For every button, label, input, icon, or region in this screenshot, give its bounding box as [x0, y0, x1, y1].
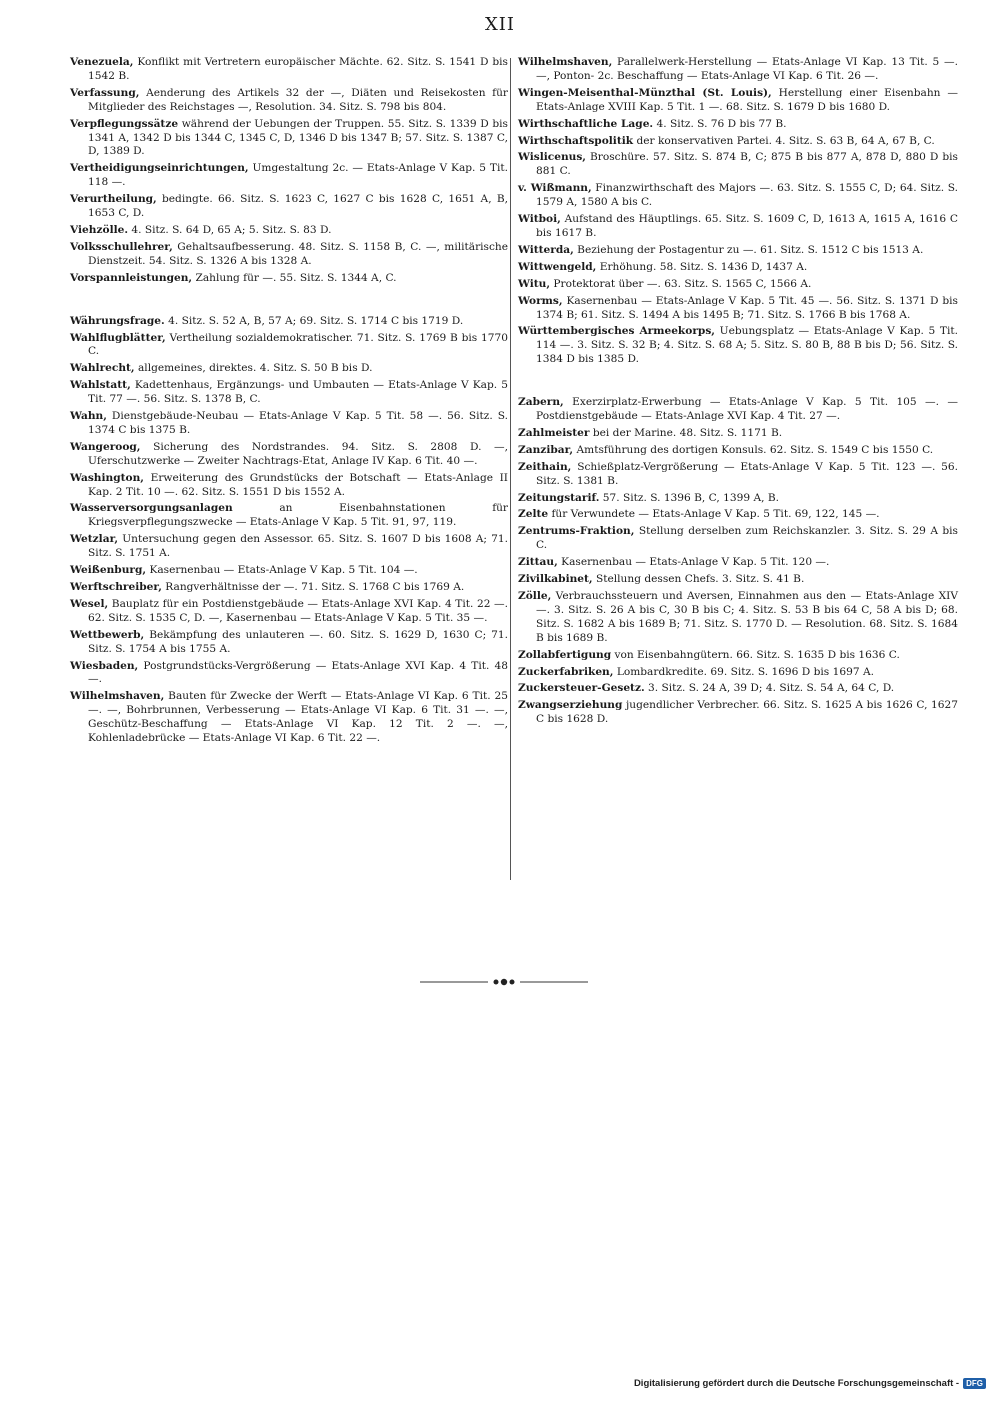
entry-references: 4. Sitz. S. 52 A, B, 57 A; 69. Sitz. S. 1714 C bis 1719 D. [164, 314, 464, 327]
entry-lemma: Zahlmeister [518, 426, 590, 439]
entry-lemma: Wahn, [70, 410, 107, 423]
entry-lemma: Werftschreiber, [70, 581, 162, 593]
dfg-logo: DFG [963, 1378, 986, 1389]
entry-references: Zahlung für —. 55. Sitz. S. 1344 A, C. [192, 271, 397, 284]
entry-lemma: Witboi, [518, 213, 561, 226]
entry-references: 3. Sitz. S. 24 A, 39 D; 4. Sitz. S. 54 A, 64 C, D. [644, 682, 895, 695]
entry-references: Schießplatz-Vergrößerung — Etats-Anlage V Kap. 5 Tit. 123 —. 56. Sitz. S. 1381 B. [536, 460, 958, 487]
entry-lemma: Wangeroog, [70, 440, 141, 453]
entry-lemma: Zollabfertigung [518, 648, 612, 661]
entry-references: 4. Sitz. S. 76 D bis 77 B. [653, 117, 787, 130]
footer-credit [634, 1378, 986, 1389]
index-entry [518, 556, 958, 570]
index-entry [70, 362, 508, 376]
entry-references: Amtsführung des dortigen Konsuls. 62. Sitz. S. 1549 C bis 1550 C. [573, 443, 934, 456]
entry-references: Sicherung des Nordstrandes. 94. Sitz. S. 2808 D. —, Uferschutzwerke — Zweiter Nachtrags-Etat, Anlage IV Kap. 6 Tit. 40 —. [88, 440, 508, 467]
entry-references: bedingte. 66. Sitz. S. 1623 C, 1627 C bis 1628 C, 1651 A, B, 1653 C, D. [88, 193, 508, 220]
entry-references: Erhöhung. 58. Sitz. S. 1436 D, 1437 A. [596, 260, 808, 273]
index-entry [70, 332, 508, 360]
index-entry [70, 472, 508, 500]
index-entry [70, 410, 508, 438]
index-entry [518, 682, 958, 696]
entry-lemma: Witu, [518, 277, 551, 290]
index-entry [518, 182, 958, 210]
entry-lemma: Wirthschaftspolitik [518, 134, 634, 147]
section-gap [518, 370, 958, 396]
index-entry [518, 649, 958, 663]
entry-lemma: Wesel, [70, 597, 109, 610]
entry-lemma: Zwangserziehung [518, 699, 623, 712]
entry-lemma: Zeitungstarif. [518, 491, 600, 504]
index-entry [70, 629, 508, 657]
index-entry [518, 56, 958, 84]
index-entry [518, 396, 958, 424]
index-entry [70, 272, 508, 286]
entry-references: Finanzwirthschaft des Majors —. 63. Sitz. S. 1555 C, D; 64. Sitz. S. 1579 A, 1580 A bis C. [536, 182, 958, 209]
entry-lemma: Zentrums-Fraktion, [518, 525, 635, 538]
entry-references: Kasernenbau — Etats-Anlage V Kap. 5 Tit. 45 —. 56. Sitz. S. 1371 D bis 1374 B; 61. Sitz. S. 1494 A bis 1495 B; 71. Sitz. S. 1766 B bis 1768 A. [536, 294, 958, 321]
entry-references: bei der Marine. 48. Sitz. S. 1171 B. [589, 426, 783, 439]
entry-lemma: Witterda, [518, 243, 574, 256]
entry-references: Exerzirplatz-Erwerbung — Etats-Anlage V Kap. 5 Tit. 105 —. — Postdienstgebäude — Etats-Anlage XVI Kap. 4 Tit. 27 —. [536, 396, 958, 423]
entry-references: Uebungsplatz — Etats-Anlage V Kap. 5 Tit. 114 —. 3. Sitz. S. 32 B; 4. Sitz. S. 68 A; 5. Sitz. S. 80 B, 88 B bis D; 56. Sitz. S. 1384 D bis 1385 D. [536, 325, 958, 366]
entry-references: für Verwundete — Etats-Anlage V Kap. 5 Tit. 69, 122, 145 —. [548, 508, 880, 521]
entry-references: Konflikt mit Vertretern europäischer Mächte. 62. Sitz. S. 1541 D bis 1542 B. [88, 56, 508, 82]
entry-lemma: Zittau, [518, 556, 558, 569]
entry-lemma: Volksschullehrer, [70, 240, 173, 253]
index-entry [70, 598, 508, 626]
entry-references: Kasernenbau — Etats-Anlage V Kap. 5 Tit. 104 —. [146, 564, 418, 577]
entry-lemma: v. Wißmann, [518, 182, 592, 195]
entry-references: jugendlicher Verbrecher. 66. Sitz. S. 1625 A bis 1626 C, 1627 C bis 1628 D. [536, 699, 958, 726]
entry-references: Untersuchung gegen den Assessor. 65. Sitz. S. 1607 D bis 1608 A; 71. Sitz. S. 1751 A. [88, 533, 508, 560]
index-entry [518, 666, 958, 680]
entry-lemma: Wiesbaden, [70, 659, 139, 672]
entry-lemma: Wasserversorgungsanlagen [70, 502, 233, 515]
index-entry [70, 56, 508, 84]
index-entry [70, 533, 508, 561]
index-entry [70, 118, 508, 160]
entry-lemma: Verpflegungssätze [70, 117, 179, 130]
entry-references: Kasernenbau — Etats-Anlage V Kap. 5 Tit. 120 —. [557, 556, 830, 569]
entry-lemma: Wislicenus, [518, 151, 586, 164]
entry-references: Gehaltsaufbesserung. 48. Sitz. S. 1158 B, C. —, militärische Dienstzeit. 54. Sitz. S. 1326 A bis 1328 A. [88, 240, 508, 267]
ornament-divider [420, 977, 588, 987]
index-entry [70, 193, 508, 221]
entry-lemma: Washington, [70, 471, 144, 484]
entry-lemma: Wahlstatt, [70, 379, 131, 392]
index-entry [518, 525, 958, 553]
index-column-left [70, 56, 508, 749]
section-gap [70, 289, 508, 315]
index-entry [518, 573, 958, 587]
entry-lemma: Währungsfrage. [70, 314, 165, 327]
index-entry [518, 244, 958, 258]
entry-references: Stellung dessen Chefs. 3. Sitz. S. 41 B. [592, 573, 805, 586]
entry-references: Protektorat über —. 63. Sitz. S. 1565 C, 1566 A. [550, 277, 812, 290]
index-entry [518, 427, 958, 441]
index-entry [70, 564, 508, 578]
entry-lemma: Zeithain, [518, 460, 572, 473]
entry-references: 4. Sitz. S. 64 D, 65 A; 5. Sitz. S. 83 D. [128, 223, 332, 236]
index-entry [70, 87, 508, 115]
entry-references: Verbrauchssteuern und Aversen, Einnahmen aus den — Etats-Anlage XIV —. 3. Sitz. S. 26 A bis C, 30 B bis C; 4. Sitz. S. 53 B bis 64 C, 58 A bis D; 68. Sitz. S. 1682 A bis 1689 B; 71. Sitz. S. 1770 D. — Resolution. 68. Sitz. S. 1684 B bis 1689 B. [536, 590, 958, 644]
index-entry [518, 461, 958, 489]
entry-lemma: Verfassung, [70, 86, 140, 99]
index-entry [518, 325, 958, 367]
index-entry [70, 502, 508, 530]
entry-lemma: Worms, [518, 294, 563, 307]
entry-lemma: Zabern, [518, 396, 564, 409]
entry-references: während der Uebungen der Truppen. 55. Sitz. S. 1339 D bis 1341 A, 1342 D bis 1344 C, 1345 C, D, 1346 D bis 1347 B; 57. Sitz. S. 1387 C, D, 1389 D. [88, 117, 508, 158]
footer-credit-text: Digitalisierung gefördert durch die Deutsche Forschungsgemeinschaft - [633, 1378, 960, 1389]
entry-references: an Eisenbahnstationen für Kriegsverpflegungszwecke — Etats-Anlage V Kap. 5 Tit. 91, 97, 119. [88, 502, 508, 529]
entry-references: Erweiterung des Grundstücks der Botschaft — Etats-Anlage II Kap. 2 Tit. 10 —. 62. Sitz. S. 1551 D bis 1552 A. [88, 471, 508, 498]
column-divider [510, 58, 511, 880]
entry-references: der konservativen Partei. 4. Sitz. S. 63 B, 64 A, 67 B, C. [633, 134, 935, 147]
entry-lemma: Wahlflugblätter, [70, 331, 166, 344]
index-entry [518, 278, 958, 292]
entry-lemma: Weißenburg, [70, 564, 147, 577]
index-entry [518, 444, 958, 458]
entry-references: Kadettenhaus, Ergänzungs- und Umbauten — Etats-Anlage V Kap. 5 Tit. 77 —. 56. Sitz. S. 1378 B, C. [88, 379, 508, 406]
entry-references: Aufstand des Häuptlings. 65. Sitz. S. 1609 C, D, 1613 A, 1615 A, 1616 C bis 1617 B. [536, 213, 958, 239]
index-entry [70, 660, 508, 688]
entry-lemma: Wettbewerb, [70, 628, 145, 641]
entry-lemma: Wingen-Meisenthal-Münzthal (St. Louis), [518, 86, 772, 99]
entry-lemma: Zanzibar, [518, 443, 574, 456]
index-entry [518, 492, 958, 506]
entry-references: Dienstgebäude-Neubau — Etats-Anlage V Kap. 5 Tit. 58 —. 56. Sitz. S. 1374 C bis 1375 B. [88, 410, 508, 436]
index-entry [518, 87, 958, 115]
index-entry [70, 241, 508, 269]
entry-lemma: Württembergisches Armeekorps, [518, 325, 715, 338]
entry-references: Beziehung der Postagentur zu —. 61. Sitz. S. 1512 C bis 1513 A. [573, 243, 924, 256]
index-entry [518, 590, 958, 646]
entry-references: Rangverhältnisse der —. 71. Sitz. S. 1768 C bis 1769 A. [161, 581, 465, 593]
entry-references: Vertheilung sozialdemokratischer. 71. Sitz. S. 1769 B bis 1770 C. [88, 331, 508, 358]
entry-references: Lombardkredite. 69. Sitz. S. 1696 D bis 1697 A. [613, 665, 874, 678]
entry-references: Bekämpfung des unlauteren —. 60. Sitz. S. 1629 D, 1630 C; 71. Sitz. S. 1754 A bis 1755 A. [88, 628, 508, 655]
entry-references: von Eisenbahngütern. 66. Sitz. S. 1635 D bis 1636 C. [611, 648, 900, 661]
index-entry [70, 162, 508, 190]
entry-lemma: Wittwengeld, [518, 260, 597, 273]
entry-references: Herstellung einer Eisenbahn — Etats-Anlage XVIII Kap. 5 Tit. 1 —. 68. Sitz. S. 1679 D bis 1680 D. [536, 86, 958, 113]
entry-lemma: Zuckerfabriken, [518, 665, 614, 678]
entry-lemma: Zuckersteuer-Gesetz. [518, 682, 645, 695]
entry-references: 57. Sitz. S. 1396 B, C, 1399 A, B. [599, 491, 779, 504]
entry-lemma: Zelte [518, 508, 549, 521]
entry-lemma: Viehzölle. [70, 223, 129, 236]
index-entry [518, 508, 958, 522]
index-entry [70, 441, 508, 469]
entry-references: Broschüre. 57. Sitz. S. 874 B, C; 875 B bis 877 A, 878 D, 880 D bis 881 C. [536, 151, 958, 178]
index-entry [518, 213, 958, 241]
index-entry [70, 379, 508, 407]
index-entry [518, 151, 958, 179]
entry-lemma: Wahlrecht, [70, 362, 135, 375]
entry-references: Parallelwerk-Herstellung — Etats-Anlage VI Kap. 13 Tit. 5 —. —, Ponton- 2c. Beschaffung — Etats-Anlage VI Kap. 6 Tit. 26 —. [536, 56, 958, 82]
entry-references: Aenderung des Artikels 32 der —, Diäten und Reisekosten für Mitglieder des Reichstages —, Resolution. 34. Sitz. S. 798 bis 804. [88, 86, 508, 113]
entry-references: Stellung derselben zum Reichskanzler. 3. Sitz. S. 29 A bis C. [536, 525, 958, 552]
entry-lemma: Vorspannleistungen, [70, 271, 193, 284]
entry-lemma: Wilhelmshaven, [70, 690, 165, 703]
entry-references: allgemeines, direktes. 4. Sitz. S. 50 B bis D. [134, 362, 373, 375]
entry-lemma: Verurtheilung, [70, 193, 157, 206]
entry-references: Umgestaltung 2c. — Etats-Anlage V Kap. 5 Tit. 118 —. [88, 162, 508, 189]
index-entry [70, 690, 508, 746]
index-entry [70, 581, 508, 595]
index-entry [518, 135, 958, 149]
page-number: XII [484, 14, 516, 35]
entry-references: Bauten für Zwecke der Werft — Etats-Anlage VI Kap. 6 Tit. 25 —. —, Bohrbrunnen, Verbesserung — Etats-Anlage VI Kap. 6 Tit. 31 —. —, Geschütz-Beschaffung — Etats-Anlage VI Kap. 12 Tit. 2 —. —, Kohlenladebrücke — Etats-Anlage VI Kap. 6 Tit. 22 —. [88, 690, 508, 745]
entry-references: Postgrundstücks-Vergrößerung — Etats-Anlage XVI Kap. 4 Tit. 48 —. [88, 659, 508, 686]
index-entry [70, 315, 508, 329]
entry-references: Bauplatz für ein Postdienstgebäude — Etats-Anlage XVI Kap. 4 Tit. 22 —. 62. Sitz. S. 1535 C, D. —, Kasernenbau — Etats-Anlage V Kap. 5 Tit. 35 —. [88, 597, 508, 624]
entry-lemma: Zivilkabinet, [518, 573, 593, 586]
index-entry [518, 699, 958, 727]
index-column-right [518, 56, 958, 730]
entry-lemma: Wilhelmshaven, [518, 56, 613, 68]
index-entry [518, 261, 958, 275]
entry-lemma: Venezuela, [70, 56, 134, 68]
entry-lemma: Wirthschaftliche Lage. [518, 117, 654, 130]
index-entry [518, 295, 958, 323]
entry-lemma: Zölle, [518, 590, 552, 602]
index-entry [70, 224, 508, 238]
index-entry [518, 118, 958, 132]
entry-lemma: Wetzlar, [70, 533, 119, 546]
entry-lemma: Vertheidigungseinrichtungen, [70, 162, 249, 175]
